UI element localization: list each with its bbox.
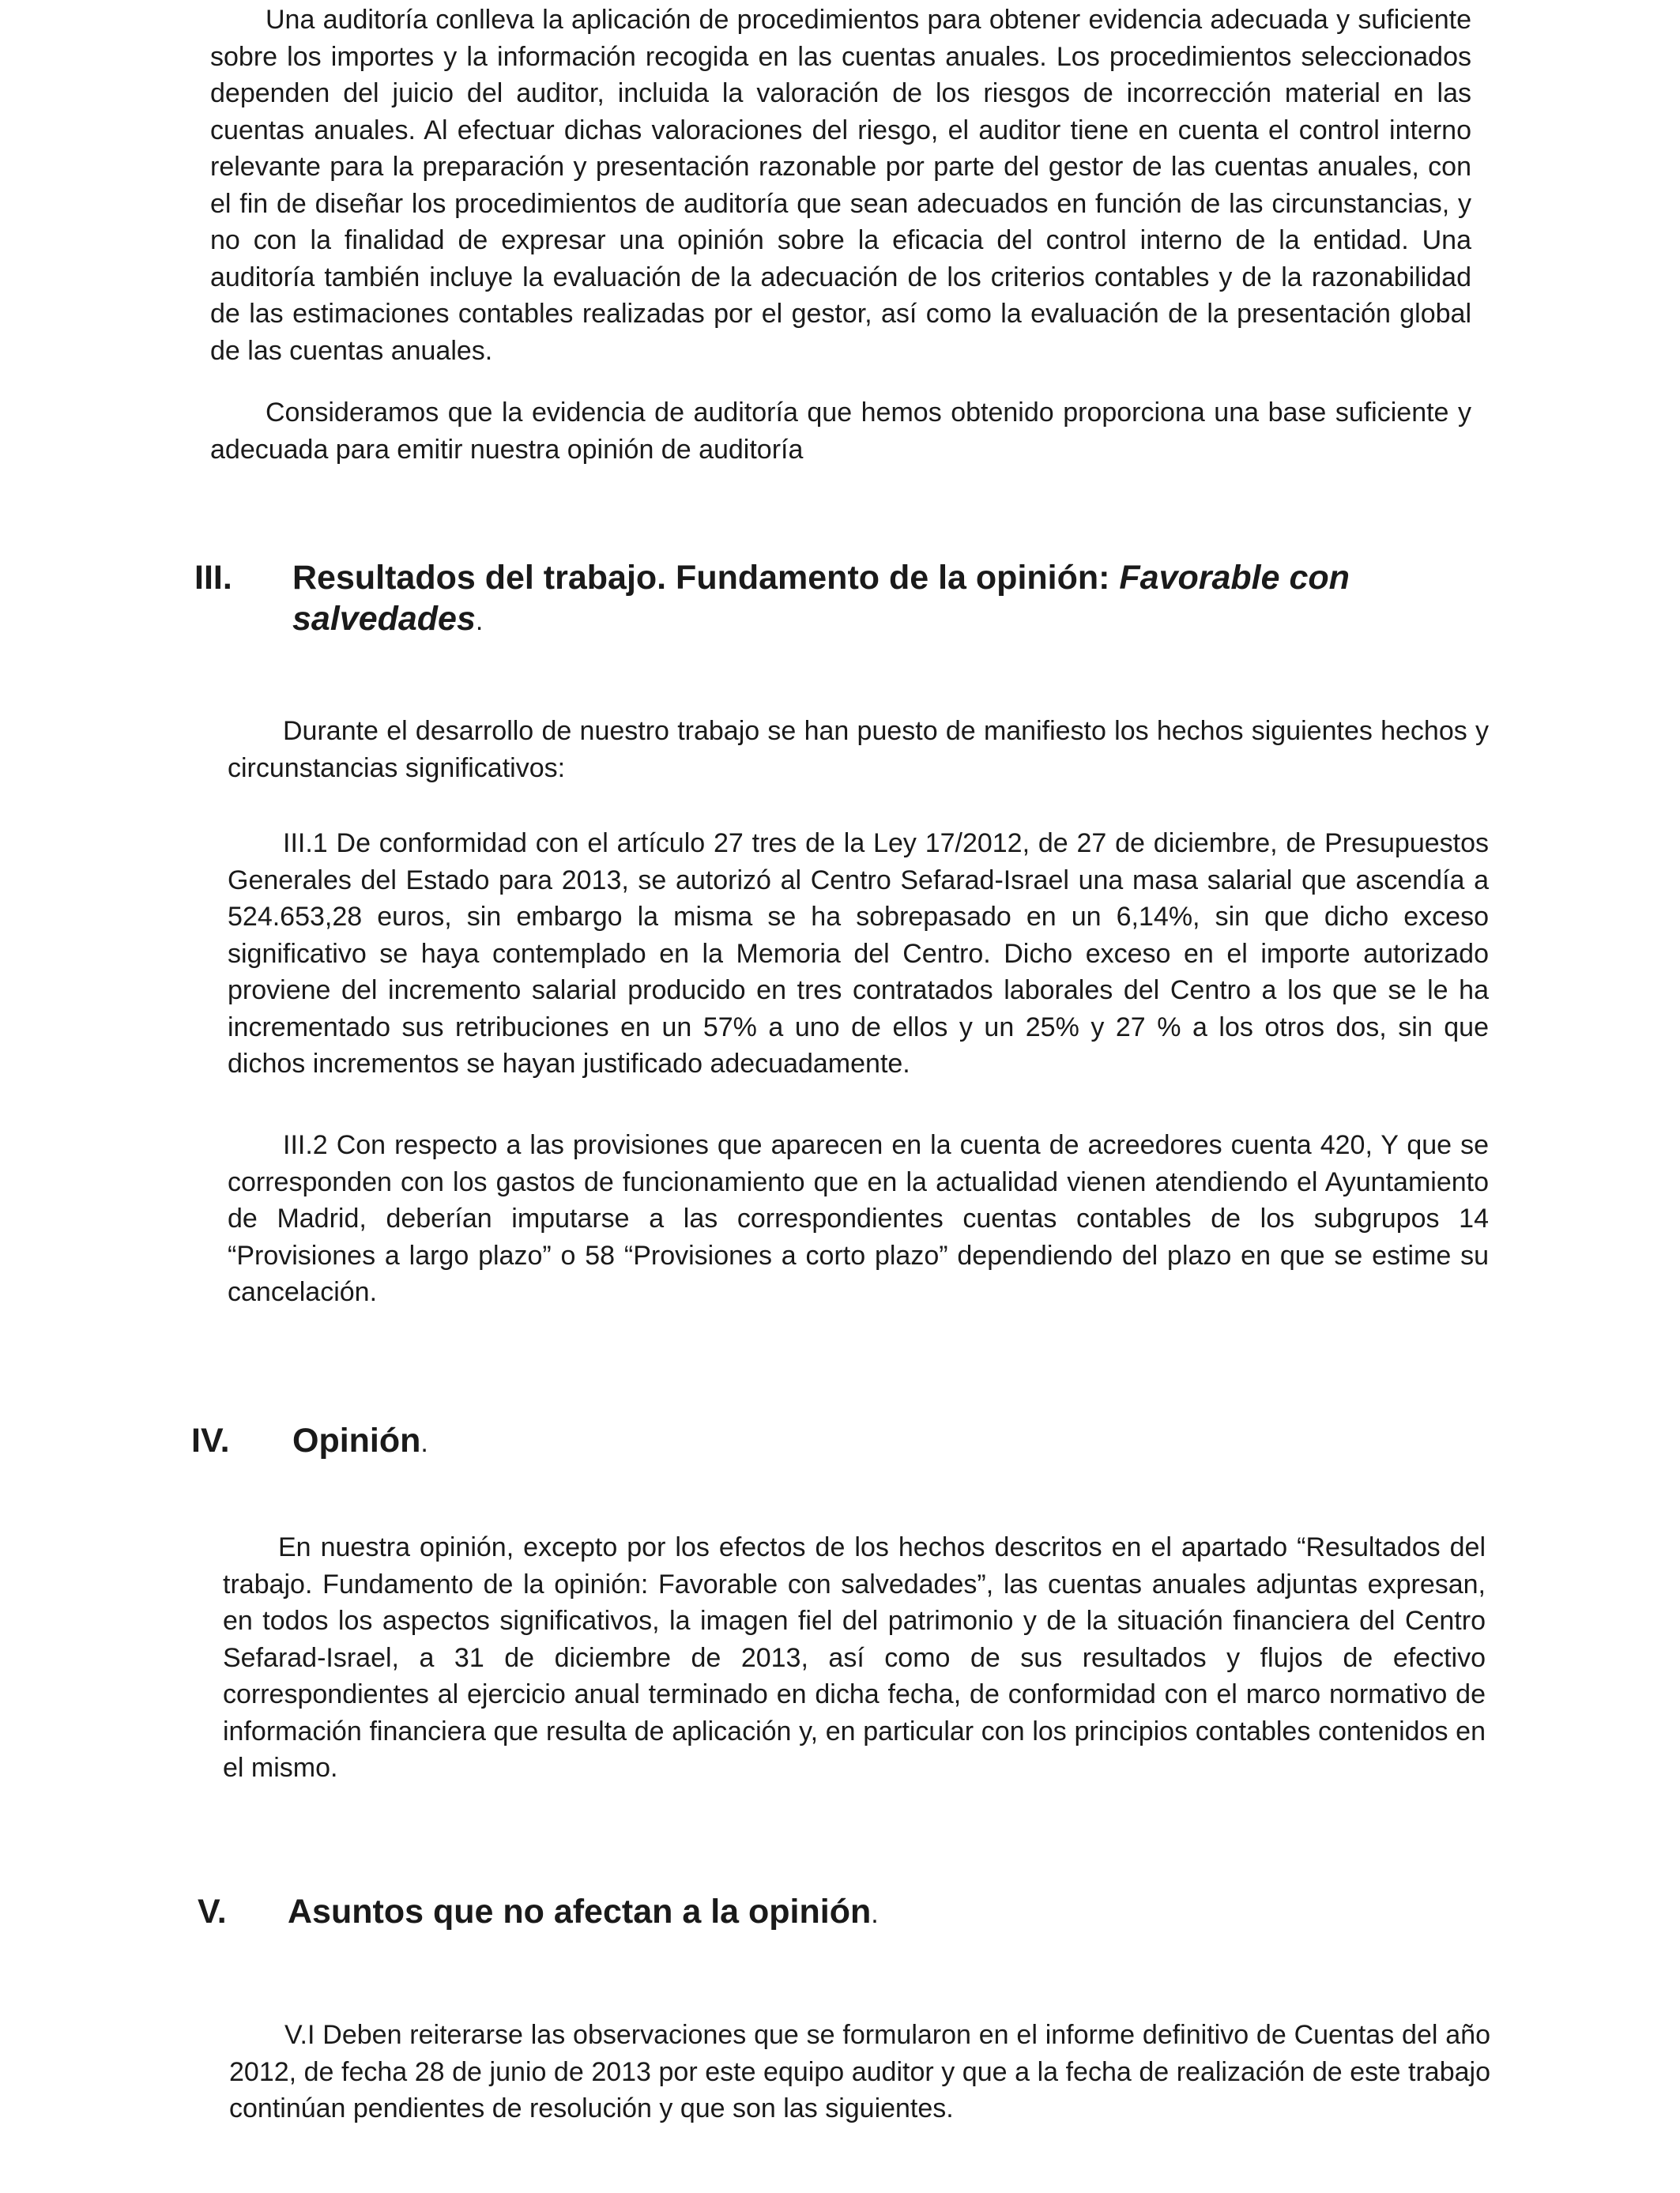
paragraph-audit-procedures — [210, 2, 1471, 369]
section-title-italic-2: salvedades — [292, 600, 476, 638]
paragraph-finding-iii-2 — [228, 1127, 1489, 1311]
paragraph-text: V.I Deben reiterarse las observaciones que se formularon en el informe definitivo de Cuentas del año 2012, de fecha 28 de junio de 2013 por este equipo auditor y que a la fecha de realización de este trabajo continúan pendientes de resolución y que son las siguientes. — [229, 2020, 1490, 2123]
section-title — [292, 557, 1501, 642]
heading-section-iii — [194, 557, 1498, 644]
paragraph-text: III.1 De conformidad con el artículo 27 tres de la Ley 17/2012, de 27 de diciembre, de Presupuestos Generales del Estado para 2013, se autorizó al Centro Sefarad-Israel una masa salarial que ascendía a 524.653,28 euros, sin embargo la misma se ha sobrepasado en un 6,14%, sin que dicho exceso significativo se haya contemplado en la Memoria del Centro. Dicho exceso en el importe autorizado proviene del incremento salarial producido en tres contratados laborales del Centro a los que se le ha incrementado sus retribuciones en un 57% a uno de ellos y un 25% y 27 % a los otros dos, sin que dichos incrementos se hayan justificado adecuadamente. — [228, 828, 1489, 1079]
section-title-italic: Favorable con — [1119, 559, 1350, 597]
paragraph-text: Durante el desarrollo de nuestro trabajo se han puesto de manifiesto los hechos siguientes hechos y circunstancias significativos: — [228, 716, 1489, 783]
paragraph-text: En nuestra opinión, excepto por los efectos de los hechos descritos en el apartado “Resultados del trabajo. Fundamento de la opinión: Favorable con salvedades”, las cuentas anuales adjuntas expresan, en todos los aspectos significativos, la imagen fiel del patrimonio y de la situación financiera del Centro Sefarad-Israel, a 31 de diciembre de 2013, así como de sus resultados y flujos de efectivo correspondientes al ejercicio anual terminado en dicha fecha, de conformidad con el marco normativo de información financiera que resulta de aplicación y, en particular con los principios contables contenidos en el mismo. — [223, 1532, 1486, 1783]
paragraph-findings-intro — [228, 713, 1489, 786]
section-title-plain: Resultados del trabajo. Fundamento de la opinión: — [292, 559, 1120, 597]
heading-section-iv — [191, 1420, 1495, 1464]
paragraph-finding-iii-1 — [228, 825, 1489, 1083]
section-title-text: Opinión — [292, 1422, 421, 1460]
section-title-punct: . — [420, 1428, 428, 1458]
paragraph-text: Una auditoría conlleva la aplicación de procedimientos para obtener evidencia adecuada y suficiente sobre los importes y la información recogida en las cuentas anuales. Los procedimientos seleccionados dependen del juicio del auditor, incluida la valoración de los riesgos de incorrección material en las cuentas anuales. Al efectuar dichas valoraciones del riesgo, el auditor tiene en cuenta el control interno relevante para la preparación y presentación razonable por parte del gestor de las cuentas anuales, con el fin de diseñar los procedimientos de auditoría que sean adecuados en función de las circunstancias, y no con la finalidad de expresar una opinión sobre la eficacia del control interno de la entidad. Una auditoría también incluye la evaluación de la adecuación de los criterios contables y de la razonabilidad de las estimaciones contables realizadas por el gestor, así como la evaluación de la presentación global de las cuentas anuales. — [210, 5, 1471, 366]
section-title — [292, 1420, 1399, 1464]
heading-section-v — [198, 1891, 1501, 1935]
section-number: IV. — [191, 1422, 230, 1460]
section-number: V. — [198, 1893, 227, 1931]
section-title-punct: . — [475, 606, 484, 636]
paragraph-opinion — [223, 1529, 1486, 1787]
paragraph-text: III.2 Con respecto a las provisiones que aparecen en la cuenta de acreedores cuenta 420, Y que se corresponden con los gastos de funcionamiento que en la actualidad vienen atendiendo el Ayuntamiento de Madrid, deberían imputarse a las correspondientes cuentas contables de los subgrupos 14 “Provisiones a largo plazo” o 58 “Provisiones a corto plazo” dependiendo del plazo en que se estime su cancelación. — [228, 1130, 1489, 1307]
section-title-punct: . — [871, 1899, 879, 1929]
paragraph-pending-observations — [229, 2017, 1490, 2127]
paragraph-audit-evidence — [210, 394, 1471, 468]
section-title-text: Asuntos que no afectan a la opinión — [288, 1893, 872, 1931]
paragraph-text: Consideramos que la evidencia de auditoría que hemos obtenido proporciona una base suficiente y adecuada para emitir nuestra opinión de auditoría — [210, 398, 1471, 465]
section-title — [288, 1891, 1394, 1935]
section-number: III. — [194, 559, 232, 597]
